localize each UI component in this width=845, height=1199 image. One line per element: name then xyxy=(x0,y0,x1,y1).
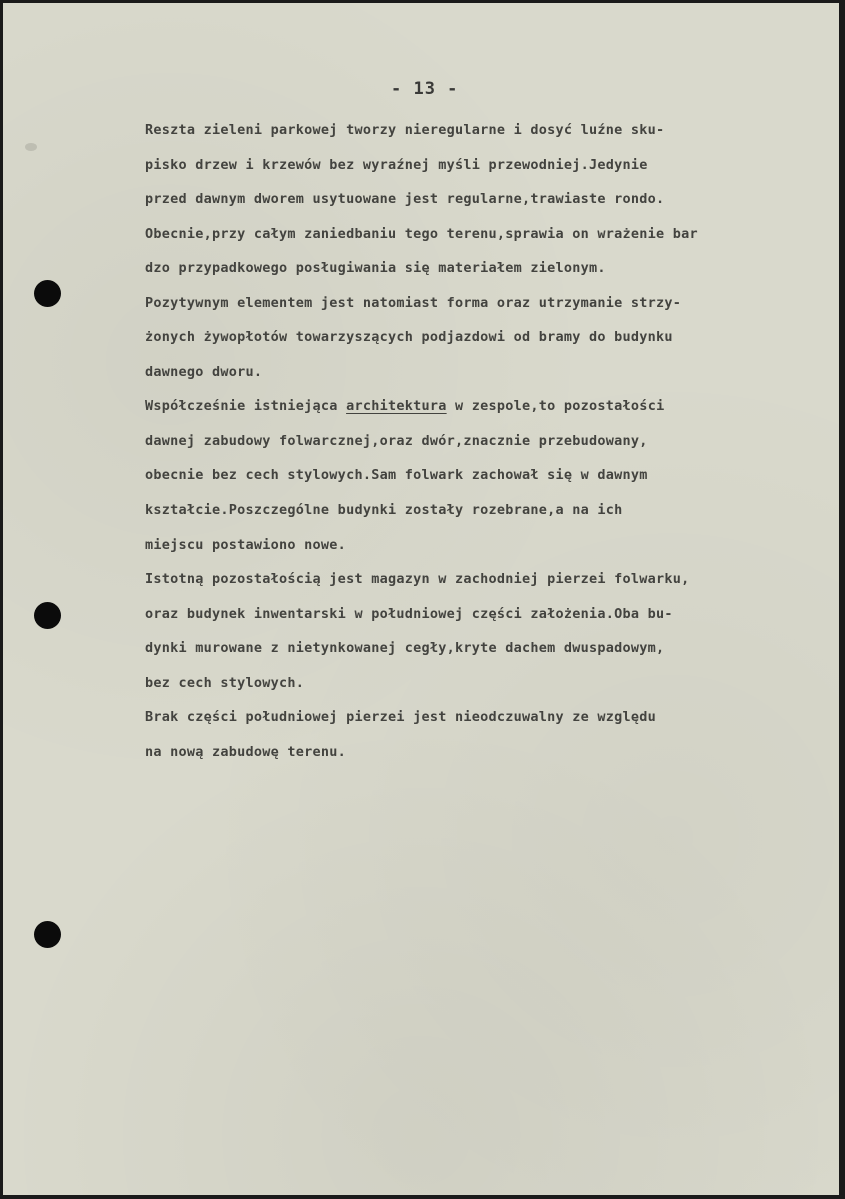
text-line: obecnie bez cech stylowych.Sam folwark zachował się w dawnym xyxy=(145,467,648,484)
page-number: - 13 - xyxy=(391,79,459,99)
text-line: miejscu postawiono nowe. xyxy=(145,536,347,553)
punch-hole xyxy=(34,280,61,307)
text-line: Reszta zieleni parkowej tworzy nieregularne i dosyć luźne sku- xyxy=(145,122,665,138)
text-line: pisko drzew i krzewów bez wyraźnej myśli przewodniej.Jedynie xyxy=(145,156,648,173)
document-page xyxy=(3,3,839,1195)
text-line: Pozytywnym elementem jest natomiast forma oraz utrzymanie strzy- xyxy=(145,294,682,311)
punch-hole xyxy=(34,921,61,948)
text-line: oraz budynek inwentarski w południowej części założenia.Oba bu- xyxy=(145,605,673,622)
text-line: żonych żywopłotów towarzyszących podjazdowi od bramy do budynku xyxy=(145,329,673,346)
text-line: przed dawnym dworem usytuowane jest regularne,trawiaste rondo. xyxy=(145,191,665,208)
typed-text-body xyxy=(145,113,839,769)
text-line: bez cech stylowych. xyxy=(145,674,305,691)
text-line: dynki murowane z nietynkowanej cegły,kryte dachem dwuspadowym, xyxy=(145,640,665,657)
text-fragment: Współcześnie istniejąca xyxy=(145,398,347,415)
underlined-word: architektura xyxy=(346,398,447,415)
text-line: Obecnie,przy całym zaniedbaniu tego terenu,sprawia on wrażenie bar xyxy=(145,225,698,242)
punch-hole xyxy=(34,602,61,629)
text-line: Brak części południowej pierzei jest nieodczuwalny ze względu xyxy=(145,709,657,726)
text-line: kształcie.Poszczególne budynki zostały rozebrane,a na ich xyxy=(145,502,623,519)
text-line: Istotną pozostałością jest magazyn w zachodniej pierzei folwarku, xyxy=(145,571,690,588)
text-line: dzo przypadkowego posługiwania się materiałem zielonym. xyxy=(145,260,606,277)
text-line: dawnej zabudowy folwarcznej,oraz dwór,znacznie przebudowany, xyxy=(145,432,648,449)
text-line-with-underline xyxy=(145,389,839,424)
text-fragment: w zespole,to pozostałości xyxy=(446,398,665,415)
text-line: na nową zabudowę terenu. xyxy=(145,743,347,760)
text-line: dawnego dworu. xyxy=(145,363,263,380)
paper-smudge xyxy=(25,143,37,151)
